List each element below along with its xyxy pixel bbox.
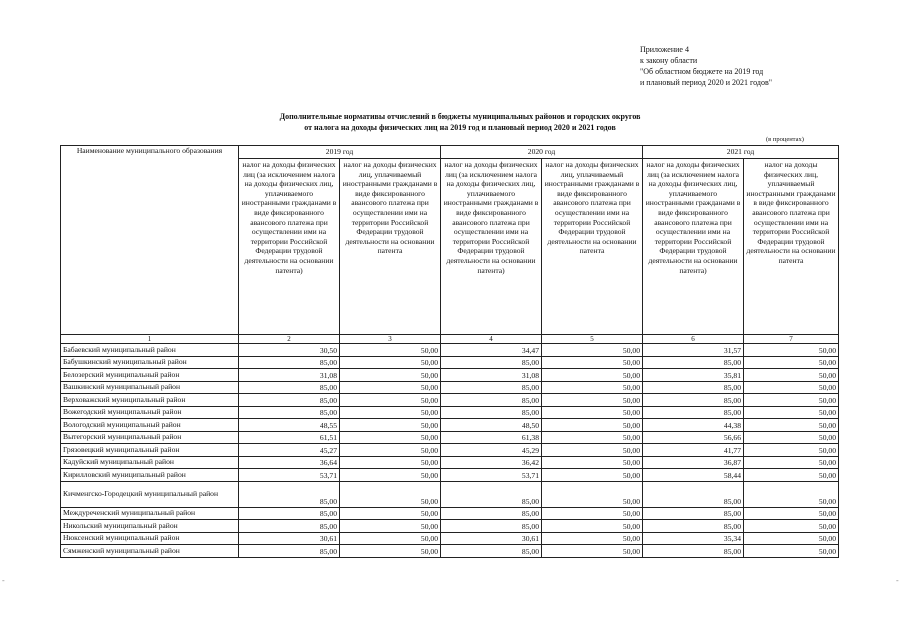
header-col-2020-patent: налог на доходы физических лиц, уплачиваемый иностранными гражданами в виде фиксированного авансового платежа при осуществлении ими на территории Российской Федерации трудовой деятельности на основании патента xyxy=(542,159,643,335)
table-cell: 30,50 xyxy=(239,344,340,357)
table-cell: 50,00 xyxy=(744,481,839,507)
table-cell: 35,81 xyxy=(643,369,744,382)
municipality-name: Кичменгско-Городецкий муниципальный район xyxy=(61,481,239,507)
appendix-line: и плановый период 2020 и 2021 годов" xyxy=(640,78,773,87)
table-cell: 58,44 xyxy=(643,469,744,482)
header-col-2020-main: налог на доходы физических лиц (за исключением налога на доходы физических лиц, уплачиваемого иностранными гражданами в виде фиксированного авансового платежа при осуществлении ими на территории Российской Федерации трудовой деятельности на основании патента) xyxy=(441,159,542,335)
table-row xyxy=(61,419,839,432)
header-col-2021-main: налог на доходы физических лиц (за исключением налога на доходы физических лиц, уплачиваемого иностранными гражданами в виде фиксированного авансового платежа при осуществлении ими на территории Российской Федерации трудовой деятельности на основании патента) xyxy=(643,159,744,335)
table-cell: 50,00 xyxy=(542,344,643,357)
municipality-name: Вологодский муниципальный район xyxy=(61,419,239,432)
table-cell: 50,00 xyxy=(340,394,441,407)
table-cell: 50,00 xyxy=(542,532,643,545)
municipality-name: Сямженский муниципальный район xyxy=(61,545,239,558)
table-cell: 36,64 xyxy=(239,456,340,469)
column-number: 7 xyxy=(744,335,839,344)
municipality-name: Нюксенский муниципальный район xyxy=(61,532,239,545)
table-cell: 50,00 xyxy=(542,381,643,394)
norms-table xyxy=(60,145,839,558)
table-cell: 44,38 xyxy=(643,419,744,432)
table-row xyxy=(61,469,839,482)
table-cell: 85,00 xyxy=(441,507,542,520)
table-cell: 31,08 xyxy=(441,369,542,382)
table-cell: 85,00 xyxy=(441,481,542,507)
table-cell: 50,00 xyxy=(340,507,441,520)
table-cell: 85,00 xyxy=(239,406,340,419)
table-cell: 85,00 xyxy=(643,394,744,407)
table-cell: 85,00 xyxy=(441,381,542,394)
header-name: Наименование муниципального образования xyxy=(61,146,239,335)
table-cell: 61,38 xyxy=(441,431,542,444)
column-number: 5 xyxy=(542,335,643,344)
municipality-name: Вашкинский муниципальный район xyxy=(61,381,239,394)
table-row xyxy=(61,507,839,520)
table-cell: 41,77 xyxy=(643,444,744,457)
table-cell: 53,71 xyxy=(239,469,340,482)
table-cell: 34,47 xyxy=(441,344,542,357)
table-row xyxy=(61,369,839,382)
municipality-name: Вожегодский муниципальный район xyxy=(61,406,239,419)
table-cell: 48,55 xyxy=(239,419,340,432)
table-cell: 50,00 xyxy=(542,419,643,432)
table-cell: 50,00 xyxy=(340,406,441,419)
table-cell: 50,00 xyxy=(340,469,441,482)
table-cell: 48,50 xyxy=(441,419,542,432)
table-cell: 85,00 xyxy=(239,394,340,407)
table-cell: 85,00 xyxy=(643,381,744,394)
table-cell: 50,00 xyxy=(744,520,839,533)
header-year-2021: 2021 год xyxy=(643,146,839,159)
header-col-2019-patent: налог на доходы физических лиц, уплачиваемый иностранными гражданами в виде фиксированного авансового платежа при осуществлении ими на территории Российской Федерации трудовой деятельности на основании патента xyxy=(340,159,441,335)
table-cell: 50,00 xyxy=(744,431,839,444)
table-cell: 85,00 xyxy=(643,507,744,520)
table-cell: 50,00 xyxy=(542,456,643,469)
appendix-line: "Об областном бюджете на 2019 год xyxy=(640,67,764,76)
municipality-name: Грязовецкий муниципальный район xyxy=(61,444,239,457)
table-cell: 85,00 xyxy=(441,406,542,419)
table-row xyxy=(61,532,839,545)
table-cell: 50,00 xyxy=(340,481,441,507)
column-number: 4 xyxy=(441,335,542,344)
table-cell: 50,00 xyxy=(542,431,643,444)
table-cell: 50,00 xyxy=(340,520,441,533)
table-cell: 50,00 xyxy=(744,507,839,520)
appendix-block xyxy=(640,44,772,88)
table-cell: 50,00 xyxy=(340,419,441,432)
table-cell: 50,00 xyxy=(542,545,643,558)
table-cell: 50,00 xyxy=(744,419,839,432)
table-cell: 50,00 xyxy=(744,545,839,558)
table-cell: 30,61 xyxy=(239,532,340,545)
table-cell: 85,00 xyxy=(643,520,744,533)
table-cell: 50,00 xyxy=(744,444,839,457)
table-cell: 85,00 xyxy=(643,545,744,558)
table-cell: 31,57 xyxy=(643,344,744,357)
table-row xyxy=(61,356,839,369)
table-cell: 50,00 xyxy=(744,369,839,382)
municipality-name: Междуреченский муниципальный район xyxy=(61,507,239,520)
table-cell: 50,00 xyxy=(340,456,441,469)
table-cell: 85,00 xyxy=(441,545,542,558)
municipality-name: Никольский муниципальный район xyxy=(61,520,239,533)
table-row xyxy=(61,381,839,394)
table-cell: 50,00 xyxy=(542,481,643,507)
table-cell: 85,00 xyxy=(239,507,340,520)
table-cell: 36,42 xyxy=(441,456,542,469)
table-cell: 50,00 xyxy=(744,394,839,407)
table-cell: 45,27 xyxy=(239,444,340,457)
column-number: 3 xyxy=(340,335,441,344)
table-cell: 50,00 xyxy=(744,344,839,357)
table-cell: 50,00 xyxy=(340,381,441,394)
table-cell: 50,00 xyxy=(542,356,643,369)
table-cell: 31,08 xyxy=(239,369,340,382)
scan-edge-mark: - xyxy=(896,576,899,585)
appendix-line: Приложение 4 xyxy=(640,45,689,54)
table-cell: 61,51 xyxy=(239,431,340,444)
document-title xyxy=(150,111,770,133)
table-cell: 53,71 xyxy=(441,469,542,482)
table-row xyxy=(61,406,839,419)
table-cell: 50,00 xyxy=(542,369,643,382)
municipality-name: Вытегорский муниципальный район xyxy=(61,431,239,444)
table-row xyxy=(61,520,839,533)
table-row xyxy=(61,444,839,457)
table-cell: 50,00 xyxy=(542,520,643,533)
table-cell: 85,00 xyxy=(441,394,542,407)
table-cell: 50,00 xyxy=(340,369,441,382)
table-cell: 50,00 xyxy=(744,356,839,369)
table-cell: 56,66 xyxy=(643,431,744,444)
table-cell: 85,00 xyxy=(239,481,340,507)
table-cell: 50,00 xyxy=(340,545,441,558)
table-cell: 50,00 xyxy=(542,444,643,457)
table-cell: 85,00 xyxy=(643,356,744,369)
table-cell: 50,00 xyxy=(542,469,643,482)
table-cell: 50,00 xyxy=(340,344,441,357)
table-cell: 85,00 xyxy=(239,520,340,533)
table-row xyxy=(61,431,839,444)
table-cell: 50,00 xyxy=(744,406,839,419)
table-cell: 50,00 xyxy=(542,394,643,407)
column-numbers-row xyxy=(61,335,839,344)
header-col-2019-main: налог на доходы физических лиц (за исключением налога на доходы физических лиц, уплачиваемого иностранными гражданами в виде фиксированного авансового платежа при осуществлении ими на территории Российской Федерации трудовой деятельности на основании патента) xyxy=(239,159,340,335)
table-cell: 45,29 xyxy=(441,444,542,457)
table-cell: 85,00 xyxy=(239,545,340,558)
municipality-name: Верховажский муниципальный район xyxy=(61,394,239,407)
municipality-name: Кирилловский муниципальный район xyxy=(61,469,239,482)
table-cell: 50,00 xyxy=(744,381,839,394)
table-row xyxy=(61,394,839,407)
table-row xyxy=(61,456,839,469)
table-cell: 50,00 xyxy=(744,456,839,469)
table-cell: 50,00 xyxy=(340,444,441,457)
table-cell: 50,00 xyxy=(340,532,441,545)
municipality-name: Бабаевский муниципальный район xyxy=(61,344,239,357)
units-note: (в процентах) xyxy=(766,136,804,143)
table-cell: 50,00 xyxy=(340,356,441,369)
title-line: от налога на доходы физических лиц на 2019 год и плановый период 2020 и 2021 годов xyxy=(304,123,616,132)
column-number: 6 xyxy=(643,335,744,344)
table-cell: 36,87 xyxy=(643,456,744,469)
table-cell: 30,61 xyxy=(441,532,542,545)
title-line: Дополнительные нормативы отчислений в бюджеты муниципальных районов и городских округов xyxy=(279,112,641,121)
municipality-name: Белозерский муниципальный район xyxy=(61,369,239,382)
header-col-2021-patent: налог на доходы физических лиц, уплачиваемый иностранными гражданами в виде фиксированного авансового платежа при осуществлении ими на территории Российской Федерации трудовой деятельности на основании патента xyxy=(744,159,839,335)
table-cell: 50,00 xyxy=(542,507,643,520)
municipality-name: Кадуйский муниципальный район xyxy=(61,456,239,469)
table-cell: 85,00 xyxy=(643,406,744,419)
table-cell: 50,00 xyxy=(340,431,441,444)
scan-edge-mark: - xyxy=(2,576,5,585)
table-cell: 50,00 xyxy=(542,406,643,419)
table-cell: 85,00 xyxy=(643,481,744,507)
column-number: 2 xyxy=(239,335,340,344)
table-row xyxy=(61,344,839,357)
header-year-2020: 2020 год xyxy=(441,146,643,159)
table-row xyxy=(61,481,839,507)
table-cell: 50,00 xyxy=(744,532,839,545)
table-cell: 85,00 xyxy=(239,356,340,369)
table-row xyxy=(61,545,839,558)
municipality-name: Бабушкинский муниципальный район xyxy=(61,356,239,369)
table-cell: 85,00 xyxy=(239,381,340,394)
column-number: 1 xyxy=(61,335,239,344)
table-cell: 85,00 xyxy=(441,356,542,369)
appendix-line: к закону области xyxy=(640,56,698,65)
table-cell: 35,34 xyxy=(643,532,744,545)
header-year-2019: 2019 год xyxy=(239,146,441,159)
table-cell: 85,00 xyxy=(441,520,542,533)
table-cell: 50,00 xyxy=(744,469,839,482)
